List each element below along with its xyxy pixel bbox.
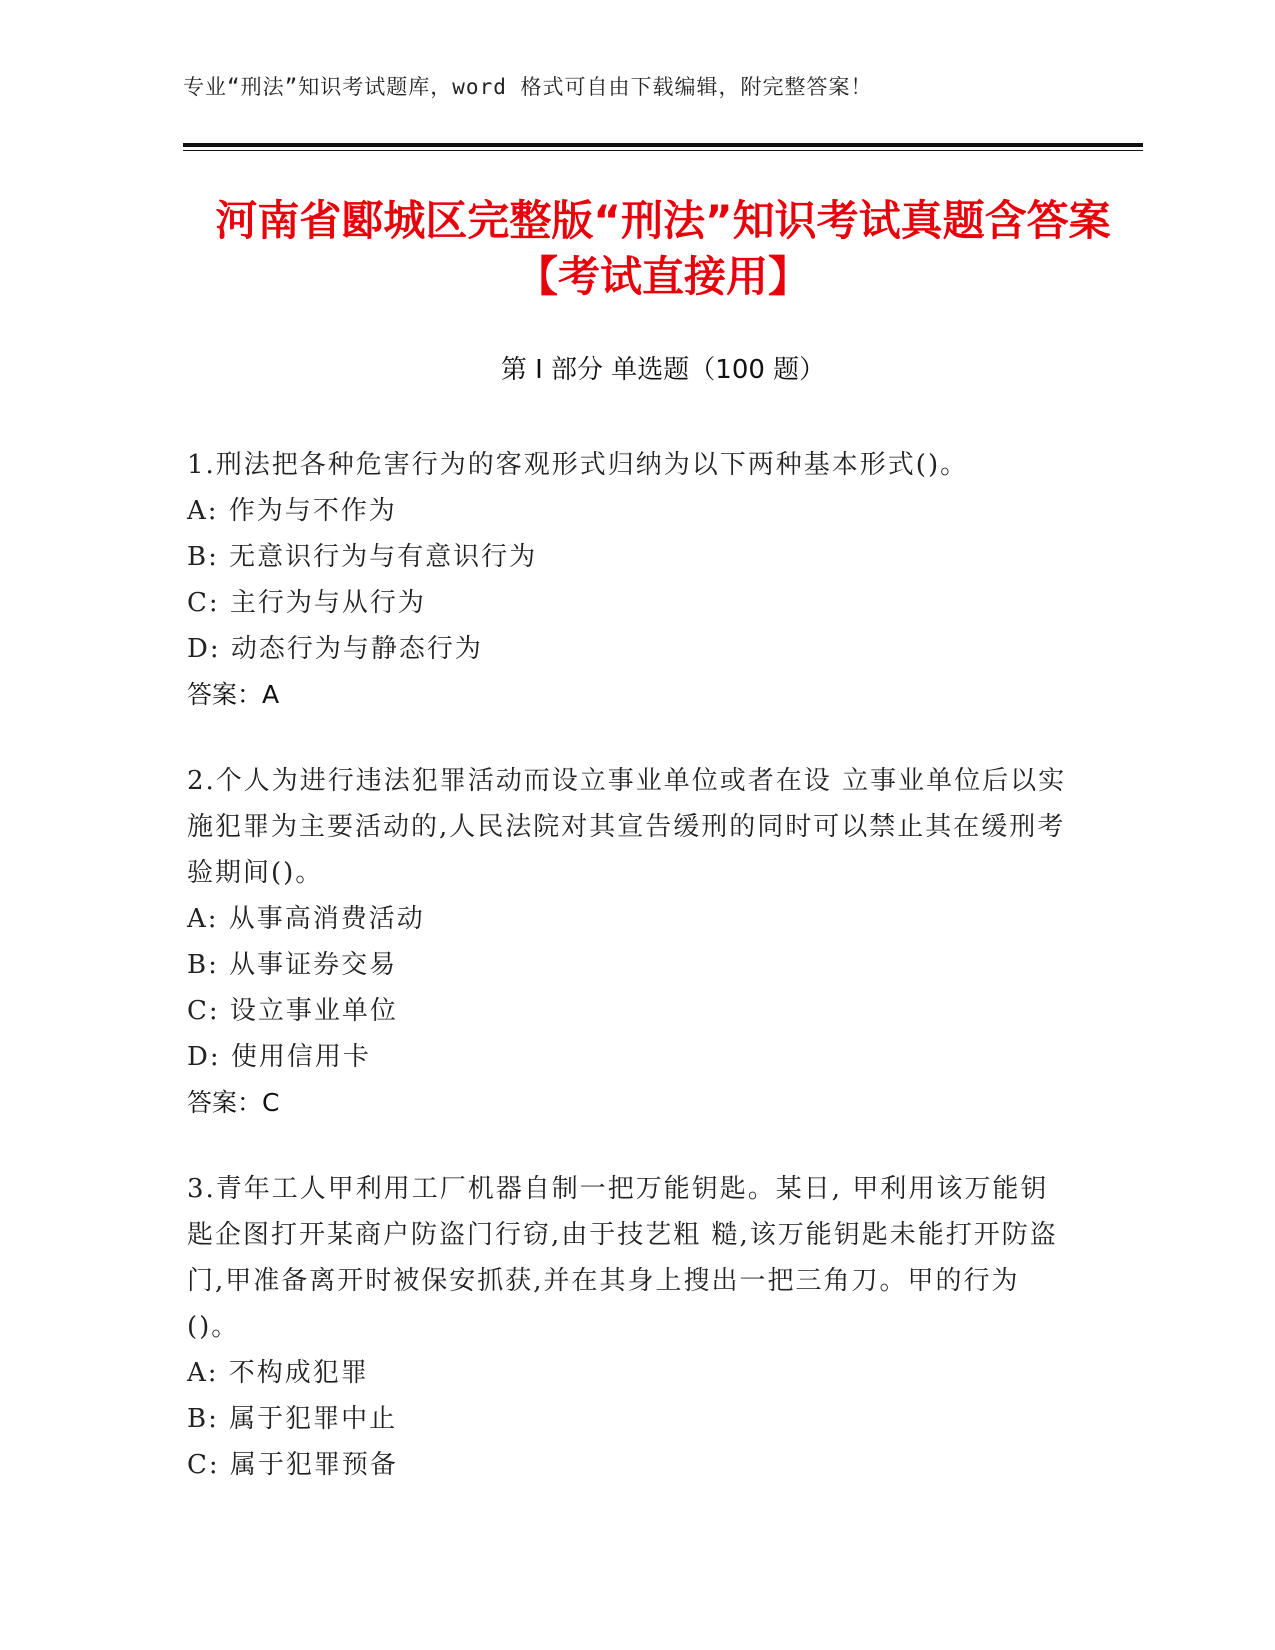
option-b: B: 从事证券交易 xyxy=(187,950,398,980)
option-a: A: 从事高消费活动 xyxy=(187,904,425,934)
section-heading: 第 I 部分 单选题（100 题） xyxy=(500,355,826,385)
option-c: C: 设立事业单位 xyxy=(187,996,398,1026)
option-c: C: 主行为与从行为 xyxy=(187,588,426,618)
question-1 xyxy=(187,442,1067,718)
header-divider-thin xyxy=(183,150,1143,151)
question-stem: 2.个人为进行违法犯罪活动而设立事业单位或者在设 立事业单位后以实施犯罪为主要活动的,人民法院对其宣告缓刑的同时可以禁止其在缓刑考验期间()。 xyxy=(187,766,1067,888)
answer-label: 答案：A xyxy=(187,680,280,709)
question-2 xyxy=(187,758,1067,1126)
question-3 xyxy=(187,1166,1067,1488)
option-a: A: 不构成犯罪 xyxy=(187,1358,369,1388)
header-divider-thick xyxy=(183,143,1143,147)
option-b: B: 属于犯罪中止 xyxy=(187,1404,398,1434)
document-title: 河南省郾城区完整版“刑法”知识考试真题含答案【考试直接用】 xyxy=(215,196,1111,301)
question-stem: 1.刑法把各种危害行为的客观形式归纳为以下两种基本形式()。 xyxy=(187,450,969,480)
option-d: D: 使用信用卡 xyxy=(187,1042,371,1072)
answer-label: 答案：C xyxy=(187,1088,280,1117)
question-stem: 3.青年工人甲利用工厂机器自制一把万能钥匙。某日, 甲利用该万能钥匙企图打开某商户防盗门行窃,由于技艺粗 糙,该万能钥匙未能打开防盗门,甲准备离开时被保安抓获,并在其身上搜出一把三角刀。甲的行为()。 xyxy=(187,1174,1058,1342)
header-note: 专业“刑法”知识考试题库，word 格式可自由下载编辑，附完整答案！ xyxy=(183,75,873,99)
option-b: B: 无意识行为与有意识行为 xyxy=(187,542,538,572)
option-a: A: 作为与不作为 xyxy=(187,496,397,526)
option-d: D: 动态行为与静态行为 xyxy=(187,634,483,664)
question-list xyxy=(187,442,1067,1528)
option-c: C: 属于犯罪预备 xyxy=(187,1450,398,1480)
